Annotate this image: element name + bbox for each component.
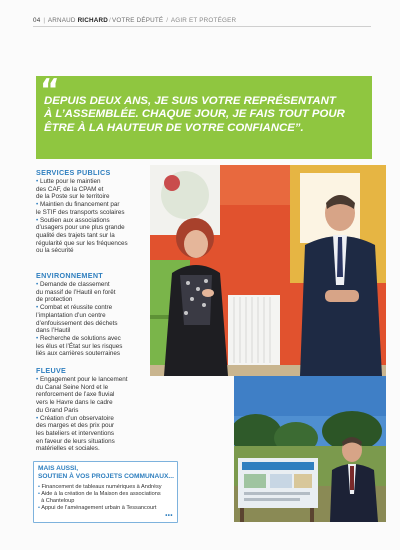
bullet-icon: • — [36, 281, 40, 288]
pull-quote-line: ÊTRE À LA HAUTEUR DE VOTRE CONFIANCE”. — [44, 121, 304, 134]
list-item: • Lutte pour le maintien des CAF, de la CPAM et de la Poste sur le territoire — [36, 178, 110, 201]
bullet-icon: • — [38, 484, 42, 490]
section-name: AGIR ET PROTÉGER — [170, 17, 237, 24]
pull-quote-line: DEPUIS DEUX ANS, JE SUIS VOTRE REPRÉSENTANT — [44, 95, 336, 107]
section-list — [36, 178, 150, 255]
pull-quote — [44, 95, 364, 135]
mais-aussi-title-line: SOUTIEN À VOS PROJETS COMMUNAUX... — [38, 473, 174, 480]
outdoor-photo-illustration — [234, 376, 386, 522]
section-fleuve — [36, 366, 150, 453]
section-list — [36, 281, 150, 358]
bullet-icon: • — [36, 178, 40, 185]
list-item: • Engagement pour le lancement du Canal Seine Nord et le renforcement de l’axe fluvial vers le Havre dans le cadre du Grand Paris — [36, 376, 128, 414]
bullet-icon: • — [36, 304, 40, 312]
list-item: à Chanteloup — [41, 497, 75, 504]
header-separator: / — [109, 17, 111, 24]
list-item: • Création d’un observatoire des marges et des prix pour les bateliers et interventions en faveur de leurs situations matérielles et sociales. — [36, 414, 115, 453]
bullet-icon: • — [36, 376, 40, 383]
mais-aussi-title-line: MAIS AUSSI, — [38, 465, 79, 472]
more-dots-icon: ••• — [165, 513, 173, 519]
list-item: • Financement de tableaux numériques à Andrésy — [38, 484, 162, 490]
section-title: SERVICES PUBLICS — [36, 168, 111, 177]
section-environnement — [36, 271, 150, 358]
list-item: • Demande de classement du massif de l’Hautil en forêt de protection — [36, 281, 116, 304]
list-item: • Aide à la création de la Maison des associations — [38, 490, 161, 497]
bullet-icon: • — [36, 414, 40, 422]
mais-aussi-box — [33, 461, 178, 523]
bullet-icon: • — [36, 201, 40, 209]
list-item: • Combat et réussite contre l’implantation d’un centre d’enfouissement des déchets dans l’Hautil — [36, 304, 118, 335]
bullet-icon: • — [36, 334, 40, 342]
pull-quote-line: À L’ASSEMBLÉE. CHAQUE JOUR, JE FAIS TOUT POUR — [44, 108, 345, 121]
author-first-name: ARNAUD — [47, 17, 76, 24]
mais-aussi-list — [38, 484, 162, 512]
mais-aussi-title — [38, 465, 174, 481]
section-title: ENVIRONNEMENT — [36, 271, 103, 280]
section-list — [36, 376, 150, 453]
header-separator: / — [166, 17, 169, 24]
list-item: • Maintien du financement par le STIF des transports scolaires — [36, 201, 125, 216]
page-number: 04 — [33, 17, 41, 24]
bullet-icon: • — [38, 504, 42, 511]
author-role: VOTRE DÉPUTÉ — [111, 17, 164, 24]
bullet-icon: • — [38, 490, 42, 497]
section-services-publics — [36, 168, 150, 255]
page-header — [33, 17, 236, 24]
photo-outdoor-panel — [234, 376, 386, 522]
quote-mark-icon: “ — [40, 73, 60, 108]
list-item: • Appui de l’aménagement urbain à Tessancourt — [38, 504, 157, 511]
list-item: • Recherche de solutions avec les élus et l’État sur les risques liés aux carrières souterraines — [36, 334, 123, 358]
list-item: • Soutien aux associations d’usagers pour une plus grande qualité des trajets tant sur la régularité que sur les fréquences ou la sécurité — [36, 216, 128, 255]
header-rule — [33, 26, 371, 27]
section-title: FLEUVE — [36, 366, 67, 375]
photo-classroom — [150, 165, 386, 376]
classroom-photo-illustration — [150, 165, 386, 376]
bullet-icon: • — [36, 216, 40, 224]
header-separator: | — [43, 17, 46, 24]
author-last-name: RICHARD — [77, 17, 108, 24]
